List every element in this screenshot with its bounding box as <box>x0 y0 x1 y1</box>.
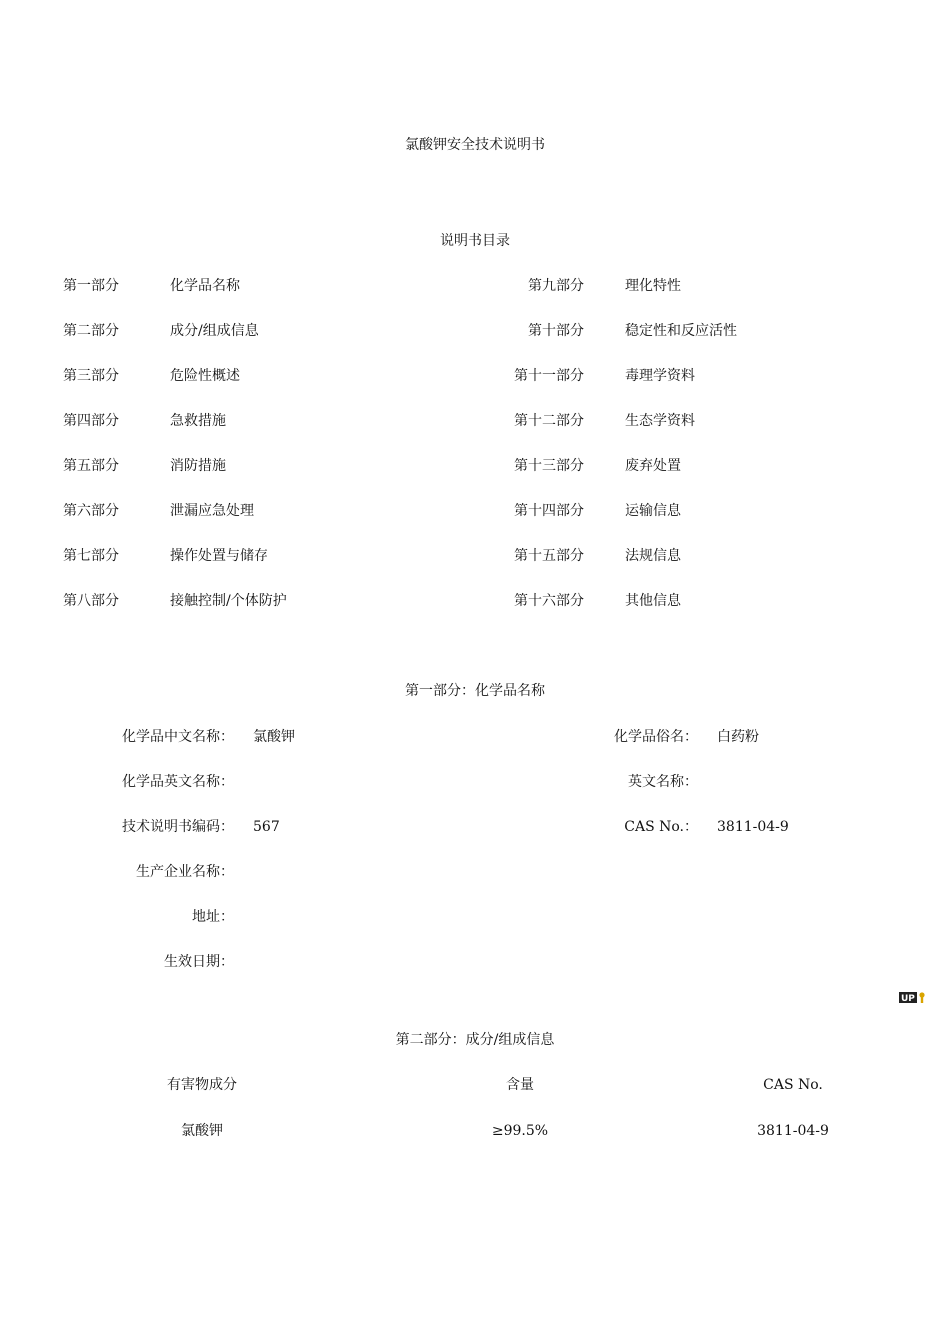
toc-part-label: 第六部分 <box>63 503 119 519</box>
field-label: 技术说明书编码： <box>122 819 234 835</box>
part1-heading: 第一部分：化学品名称 <box>405 683 545 699</box>
table-header: 含量 <box>506 1077 534 1093</box>
toc-part-label: 第一部分 <box>63 278 119 294</box>
field-label: 生产企业名称： <box>136 864 234 880</box>
field-label: 生效日期： <box>164 954 234 970</box>
table-header: 有害物成分 <box>167 1077 237 1093</box>
toc-part-name: 废弃处置 <box>625 458 681 474</box>
table-cell: 3811-04-9 <box>757 1123 829 1139</box>
document-title: 氯酸钾安全技术说明书 <box>405 137 545 153</box>
toc-part-name: 接触控制/个体防护 <box>170 593 287 609</box>
toc-part-name: 危险性概述 <box>170 368 240 384</box>
toc-part-label: 第十四部分 <box>514 503 584 519</box>
field-label: CAS No.： <box>624 819 698 835</box>
toc-part-label: 第八部分 <box>63 593 119 609</box>
toc-part-name: 急救措施 <box>170 413 226 429</box>
toc-part-name: 成分/组成信息 <box>170 323 259 339</box>
table-cell: ≥99.5% <box>491 1123 549 1139</box>
toc-part-label: 第九部分 <box>528 278 584 294</box>
toc-part-label: 第四部分 <box>63 413 119 429</box>
toc-part-label: 第十五部分 <box>514 548 584 564</box>
field-value: 3811-04-9 <box>717 819 789 835</box>
field-label: 地址： <box>192 909 234 925</box>
field-label: 化学品英文名称： <box>122 774 234 790</box>
toc-part-name: 消防措施 <box>170 458 226 474</box>
toc-part-name: 稳定性和反应活性 <box>625 323 737 339</box>
toc-heading: 说明书目录 <box>440 233 510 249</box>
field-value: 白药粉 <box>717 729 759 745</box>
toc-part-label: 第二部分 <box>63 323 119 339</box>
toc-part-label: 第十三部分 <box>514 458 584 474</box>
toc-part-name: 毒理学资料 <box>625 368 695 384</box>
up-logo-icon <box>899 991 926 1004</box>
field-label: 英文名称： <box>628 774 698 790</box>
toc-part-label: 第十六部分 <box>514 593 584 609</box>
field-label: 化学品俗名： <box>614 729 698 745</box>
toc-part-label: 第十二部分 <box>514 413 584 429</box>
table-header: CAS No. <box>763 1077 823 1093</box>
toc-part-name: 化学品名称 <box>170 278 240 294</box>
toc-part-name: 理化特性 <box>625 278 681 294</box>
toc-part-name: 其他信息 <box>625 593 681 609</box>
table-cell: 氯酸钾 <box>181 1123 223 1139</box>
toc-part-label: 第十一部分 <box>514 368 584 384</box>
toc-part-name: 泄漏应急处理 <box>170 503 254 519</box>
toc-part-label: 第七部分 <box>63 548 119 564</box>
toc-part-label: 第三部分 <box>63 368 119 384</box>
toc-part-name: 生态学资料 <box>625 413 695 429</box>
toc-part-label: 第十部分 <box>528 323 584 339</box>
toc-part-name: 操作处置与储存 <box>170 548 268 564</box>
toc-part-label: 第五部分 <box>63 458 119 474</box>
toc-part-name: 运输信息 <box>625 503 681 519</box>
toc-part-name: 法规信息 <box>625 548 681 564</box>
field-label: 化学品中文名称： <box>122 729 234 745</box>
part2-heading: 第二部分：成分/组成信息 <box>395 1032 555 1048</box>
logo-text: UP <box>901 994 915 1004</box>
field-value: 氯酸钾 <box>253 729 295 745</box>
field-value: 567 <box>253 819 280 835</box>
